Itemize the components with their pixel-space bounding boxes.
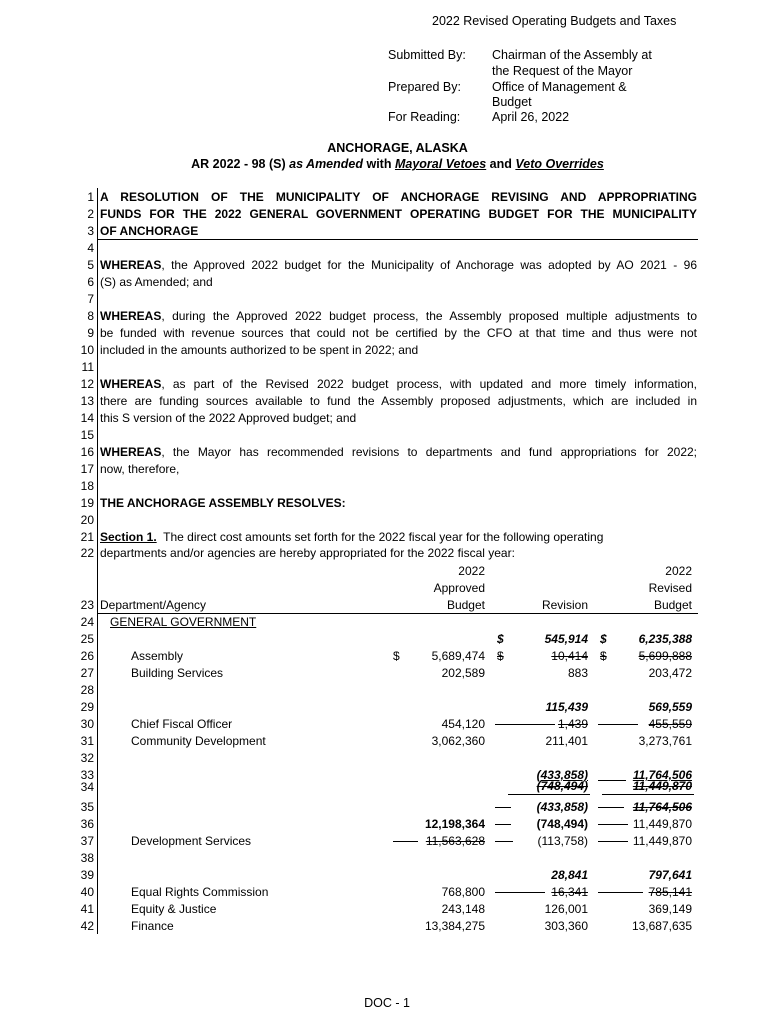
- revision-value: (433,858): [536, 768, 588, 782]
- whereas-text: , during the Approved 2022 budget process, the Assembly proposed multiple adjustments to: [161, 309, 697, 323]
- line-number: 26: [80, 649, 94, 663]
- revised-value: 6,235,388: [638, 632, 692, 646]
- veto-overrides: Veto Overrides: [515, 157, 604, 171]
- dept-equal-rights-commission: Equal Rights Commission: [131, 885, 269, 899]
- section-text: departments and/or agencies are hereby appropriated for the 2022 fiscal year:: [100, 546, 515, 560]
- whereas-text: , as part of the Revised 2022 budget process, with updated and more timely information,: [161, 377, 697, 391]
- line-number: 31: [80, 734, 94, 748]
- whereas-text: , the Approved 2022 budget for the Municipality of Anchorage was adopted by AO 2021 - 96: [161, 258, 697, 272]
- ar-prefix: AR 2022 - 98 (S): [191, 157, 290, 171]
- total-rule: [508, 794, 590, 795]
- for-reading-value: April 26, 2022: [492, 110, 570, 124]
- line-number: 19: [80, 496, 94, 510]
- prepared-by-value: Office of Management &: [492, 80, 627, 94]
- line-number: 40: [80, 885, 94, 899]
- line-number: 38: [80, 851, 94, 865]
- revision-value: (748,494): [536, 779, 588, 793]
- line-number: 11: [81, 360, 94, 374]
- for-reading-label: For Reading:: [388, 110, 461, 124]
- line-number: 16: [80, 445, 94, 459]
- dollar-sign: $: [497, 632, 504, 646]
- revised-value: 3,273,761: [638, 734, 692, 748]
- revised-header-year: 2022: [665, 564, 692, 578]
- approved-value: 243,148: [441, 902, 485, 916]
- line-number: 8: [87, 309, 94, 323]
- prepared-by-value-cont: Budget: [492, 95, 532, 109]
- page-footer: DOC - 1: [364, 996, 410, 1010]
- line-number: 25: [80, 632, 94, 646]
- line-number: 22: [80, 546, 94, 560]
- approved-header-budget: Budget: [446, 598, 485, 612]
- approved-header: Approved: [433, 581, 485, 595]
- revised-header: Revised: [648, 581, 692, 595]
- line-number: 15: [80, 428, 94, 442]
- approved-value: 202,589: [441, 666, 485, 680]
- assembly-resolves: THE ANCHORAGE ASSEMBLY RESOLVES:: [100, 496, 346, 510]
- whereas-paragraph-3: [100, 377, 697, 391]
- whereas-text: this S version of the 2022 Approved budget; and: [100, 411, 357, 425]
- revised-value: 11,449,870: [632, 779, 692, 793]
- line-number: 33: [80, 768, 94, 782]
- line-number: 3: [87, 224, 94, 238]
- approved-header-year: 2022: [458, 564, 485, 578]
- revised-value: 797,641: [648, 868, 692, 882]
- line-number: 42: [80, 919, 94, 933]
- whereas-paragraph-4: [100, 445, 697, 459]
- submitted-by-value: Chairman of the Assembly at: [492, 48, 652, 62]
- dollar-sign: $: [600, 649, 607, 663]
- place-heading: ANCHORAGE, ALASKA: [327, 141, 468, 155]
- general-government-heading: GENERAL GOVERNMENT: [110, 615, 257, 629]
- with-word: with: [363, 157, 395, 171]
- revision-value: 10,414: [551, 649, 588, 663]
- line-number: 35: [80, 800, 94, 814]
- dept-finance: Finance: [131, 919, 174, 933]
- revised-value: 785,141: [648, 885, 692, 899]
- line-number: 21: [80, 530, 94, 544]
- revision-value: 545,914: [544, 632, 588, 646]
- dept-development-services: Development Services: [131, 834, 252, 848]
- margin-line: [97, 188, 98, 934]
- resolution-title-line: OF ANCHORAGE: [100, 224, 199, 238]
- line-number: 27: [80, 666, 94, 680]
- whereas-text: , the Mayor has recommended revisions to departments and fund appropriations for 2022;: [161, 445, 697, 459]
- line-number: 23: [80, 598, 94, 612]
- whereas-text: now, therefore,: [100, 462, 180, 476]
- revision-value: 1,439: [557, 717, 588, 731]
- line-number: 32: [80, 751, 94, 765]
- header-rule: [98, 613, 698, 614]
- dept-chief-fiscal-officer: Chief Fiscal Officer: [131, 717, 233, 731]
- revised-value: 11,449,870: [632, 817, 692, 831]
- revised-value: 203,472: [648, 666, 692, 680]
- revision-value: 126,001: [544, 902, 588, 916]
- line-number: 4: [87, 241, 94, 255]
- resolution-title-line: FUNDS FOR THE 2022 GENERAL GOVERNMENT OPERATING BUDGET FOR THE MUNICIPALITY: [100, 207, 697, 221]
- approved-value: 13,384,275: [424, 919, 485, 933]
- line-number: 14: [80, 411, 94, 425]
- whereas-paragraph-1: [100, 258, 697, 272]
- approved-value: 3,062,360: [431, 734, 485, 748]
- section-1: [100, 530, 603, 544]
- dollar-sign: $: [393, 649, 400, 663]
- line-number: 10: [80, 343, 94, 357]
- approved-value: 11,563,628: [425, 834, 485, 848]
- total-rule: [602, 794, 694, 795]
- line-number: 30: [80, 717, 94, 731]
- revised-header-budget: Budget: [653, 598, 692, 612]
- submitted-by-label: Submitted By:: [388, 48, 466, 62]
- whereas-text: there are funding sources available to fund the Assembly proposed adjustments, which are included in: [100, 394, 697, 408]
- approved-value: 454,120: [441, 717, 485, 731]
- mayoral-vetoes: Mayoral Vetoes: [394, 157, 487, 171]
- whereas-text: included in the amounts authorized to be spent in 2022; and: [100, 343, 419, 357]
- department-header: Department/Agency: [100, 598, 207, 612]
- dept-equity-justice: Equity & Justice: [131, 902, 217, 916]
- line-number: 20: [80, 513, 94, 527]
- revised-value: 13,687,635: [631, 919, 692, 933]
- revised-value: 455,559: [648, 717, 692, 731]
- revision-value: (433,858): [536, 800, 588, 814]
- approved-value: 12,198,364: [424, 817, 485, 831]
- dollar-sign: $: [497, 649, 504, 663]
- revision-value: 115,439: [545, 700, 588, 714]
- approved-value: 5,689,474: [431, 649, 485, 663]
- line-number: 24: [80, 615, 94, 629]
- resolution-title-line: A RESOLUTION OF THE MUNICIPALITY OF ANCHORAGE REVISING AND APPROPRIATING: [100, 190, 697, 204]
- whereas-keyword: WHEREAS: [100, 445, 162, 459]
- revised-value: 11,764,506: [632, 768, 692, 782]
- revised-value: 5,699,888: [638, 649, 692, 663]
- line-number: 5: [87, 258, 94, 272]
- line-number: 41: [80, 902, 94, 916]
- revised-value: 569,559: [648, 700, 692, 714]
- line-number: 18: [80, 479, 94, 493]
- whereas-paragraph-2: [100, 309, 697, 323]
- revision-value: (748,494): [536, 817, 588, 831]
- dept-building-services: Building Services: [131, 666, 224, 680]
- section-label: Section 1.: [100, 530, 157, 544]
- and-word: and: [486, 157, 516, 171]
- revised-value: 11,449,870: [632, 834, 692, 848]
- line-number: 6: [87, 275, 94, 289]
- revision-value: (113,758): [537, 834, 588, 848]
- dollar-sign: $: [600, 632, 607, 646]
- whereas-keyword: WHEREAS: [100, 309, 162, 323]
- line-number: 12: [80, 377, 94, 391]
- section-text: The direct cost amounts set forth for the 2022 fiscal year for the following operating: [156, 530, 604, 544]
- approved-value: 768,800: [441, 885, 485, 899]
- line-number: 36: [80, 817, 94, 831]
- line-number: 28: [80, 683, 94, 697]
- revised-value: 369,149: [648, 902, 692, 916]
- whereas-keyword: WHEREAS: [100, 377, 162, 391]
- line-number: 29: [80, 700, 94, 714]
- whereas-keyword: WHEREAS: [100, 258, 162, 272]
- prepared-by-label: Prepared By:: [388, 80, 461, 94]
- line-number: 34: [80, 780, 94, 794]
- submitted-by-value-cont: the Request of the Mayor: [492, 64, 633, 78]
- line-number: 1: [87, 190, 94, 204]
- dept-assembly: Assembly: [131, 649, 184, 663]
- resolution-number: [0, 157, 770, 171]
- revision-value: 28,841: [551, 868, 588, 882]
- revision-value: 883: [567, 666, 588, 680]
- whereas-text: (S) as Amended; and: [100, 275, 213, 289]
- line-number: 13: [80, 394, 94, 408]
- revision-value: 16,341: [551, 885, 588, 899]
- line-number: 39: [80, 868, 94, 882]
- line-number: 37: [80, 834, 94, 848]
- as-amended: as Amended: [289, 157, 363, 171]
- title-rule: [98, 239, 698, 240]
- line-number: 2: [87, 207, 94, 221]
- revision-value: 303,360: [544, 919, 588, 933]
- line-number: 9: [87, 326, 94, 340]
- revised-value: 11,764,506: [632, 800, 692, 814]
- document-title: 2022 Revised Operating Budgets and Taxes: [432, 14, 677, 28]
- line-number: 17: [80, 462, 94, 476]
- whereas-text: be funded with revenue sources that could not be certified by the CFO at that time and thus were not: [100, 326, 697, 340]
- line-number: 7: [87, 292, 94, 306]
- revision-value: 211,401: [545, 734, 588, 748]
- revision-header: Revision: [541, 598, 588, 612]
- dept-community-development: Community Development: [131, 734, 266, 748]
